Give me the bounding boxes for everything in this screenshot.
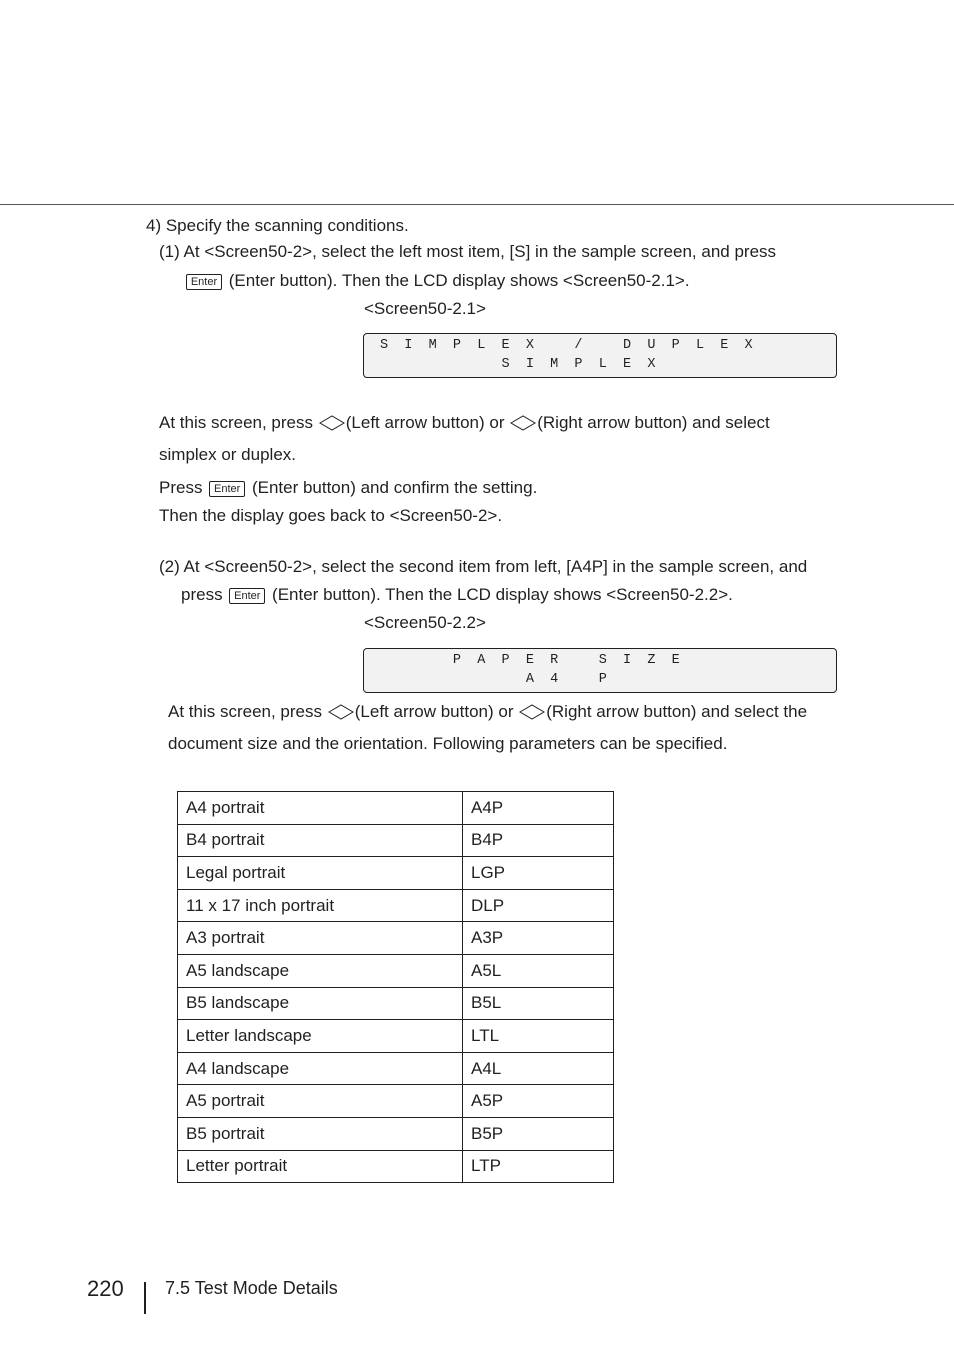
enter-key-icon: Enter <box>229 588 265 604</box>
parameter-code-cell: B4P <box>463 824 614 857</box>
sub1-press-line <box>159 478 537 498</box>
paper-size-cell: B5 portrait <box>178 1117 463 1150</box>
lcd-row-2: A 4 P <box>380 672 607 687</box>
parameter-code-cell: B5L <box>463 987 614 1020</box>
paper-size-cell: A5 portrait <box>178 1085 463 1118</box>
enter-key-icon: Enter <box>186 274 222 290</box>
right-arrow-button-icon <box>519 704 545 720</box>
table-row <box>178 1117 614 1150</box>
sub1-line1: (1) At <Screen50-2>, select the left most item, [S] in the sample screen, and press <box>159 242 777 261</box>
screen-label-1: <Screen50-2.1> <box>364 299 486 318</box>
lcd-display-2 <box>363 648 837 693</box>
sub1-para1-line2: simplex or duplex. <box>159 445 297 464</box>
paper-size-cell: B4 portrait <box>178 824 463 857</box>
sub1-line2-text: (Enter button). Then the LCD display shows <Screen50-2.1>. <box>228 271 690 290</box>
sub2-para <box>168 702 807 722</box>
lcd-row-1: S I M P L E X / D U P L E X <box>380 338 753 353</box>
sub2-para-text-a: At this screen, press <box>168 702 323 721</box>
sub2-line2-text-a: press <box>181 585 223 604</box>
table-row <box>178 922 614 955</box>
step-4-heading: 4) Specify the scanning conditions. <box>146 216 409 235</box>
parameter-code-cell: LTL <box>463 1020 614 1053</box>
parameter-code-cell: LGP <box>463 857 614 890</box>
section-title: 7.5 Test Mode Details <box>165 1278 338 1298</box>
parameters-table <box>177 791 614 1183</box>
sub1-para1 <box>159 413 770 433</box>
table-row <box>178 1085 614 1118</box>
table-row <box>178 857 614 890</box>
sub2-para-line2: document size and the orientation. Following parameters can be specified. <box>168 734 728 753</box>
sub2-line2-text-b: (Enter button). Then the LCD display shows <Screen50-2.2>. <box>272 585 733 604</box>
para1-text-c: (Right arrow button) and select <box>537 413 770 432</box>
parameter-code-cell: A5P <box>463 1085 614 1118</box>
enter-key-icon: Enter <box>209 481 245 497</box>
table-row <box>178 1052 614 1085</box>
parameter-code-cell: DLP <box>463 889 614 922</box>
lcd-display-1 <box>363 333 837 378</box>
left-arrow-button-icon <box>328 704 354 720</box>
paper-size-cell: A4 portrait <box>178 792 463 825</box>
press-text-b: (Enter button) and confirm the setting. <box>251 478 538 497</box>
press-text-a: Press <box>159 478 203 497</box>
paper-size-cell: Legal portrait <box>178 857 463 890</box>
paper-size-cell: B5 landscape <box>178 987 463 1020</box>
table-row <box>178 792 614 825</box>
paper-size-cell: A4 landscape <box>178 1052 463 1085</box>
table-row <box>178 987 614 1020</box>
sub1-line2 <box>184 271 690 291</box>
parameter-code-cell: A5L <box>463 954 614 987</box>
paper-size-cell: A3 portrait <box>178 922 463 955</box>
paper-size-cell: A5 landscape <box>178 954 463 987</box>
table-row <box>178 889 614 922</box>
paper-size-cell: Letter portrait <box>178 1150 463 1183</box>
table-row <box>178 1020 614 1053</box>
sub2-line2 <box>181 585 733 605</box>
parameter-code-cell: A4P <box>463 792 614 825</box>
sub2-para-text-b: (Left arrow button) or <box>354 702 514 721</box>
page-number: 220 <box>87 1276 124 1301</box>
table-row <box>178 1150 614 1183</box>
table-row <box>178 824 614 857</box>
lcd-row-1: P A P E R S I Z E <box>380 653 680 668</box>
footer-divider <box>144 1282 146 1314</box>
sub2-para-text-c: (Right arrow button) and select the <box>546 702 808 721</box>
parameter-code-cell: LTP <box>463 1150 614 1183</box>
paper-size-cell: 11 x 17 inch portrait <box>178 889 463 922</box>
parameter-code-cell: B5P <box>463 1117 614 1150</box>
para1-text-a: At this screen, press <box>159 413 314 432</box>
sub2-line1: (2) At <Screen50-2>, select the second item from left, [A4P] in the sample screen, and <box>159 557 808 576</box>
table-row <box>178 954 614 987</box>
header-rule <box>0 204 954 205</box>
parameter-code-cell: A4L <box>463 1052 614 1085</box>
left-arrow-button-icon <box>319 415 345 431</box>
para1-text-b: (Left arrow button) or <box>345 413 505 432</box>
screen-label-2: <Screen50-2.2> <box>364 613 486 632</box>
parameter-code-cell: A3P <box>463 922 614 955</box>
sub1-back-line: Then the display goes back to <Screen50-2>. <box>159 506 503 525</box>
lcd-row-2: S I M P L E X <box>380 357 656 372</box>
paper-size-cell: Letter landscape <box>178 1020 463 1053</box>
right-arrow-button-icon <box>510 415 536 431</box>
